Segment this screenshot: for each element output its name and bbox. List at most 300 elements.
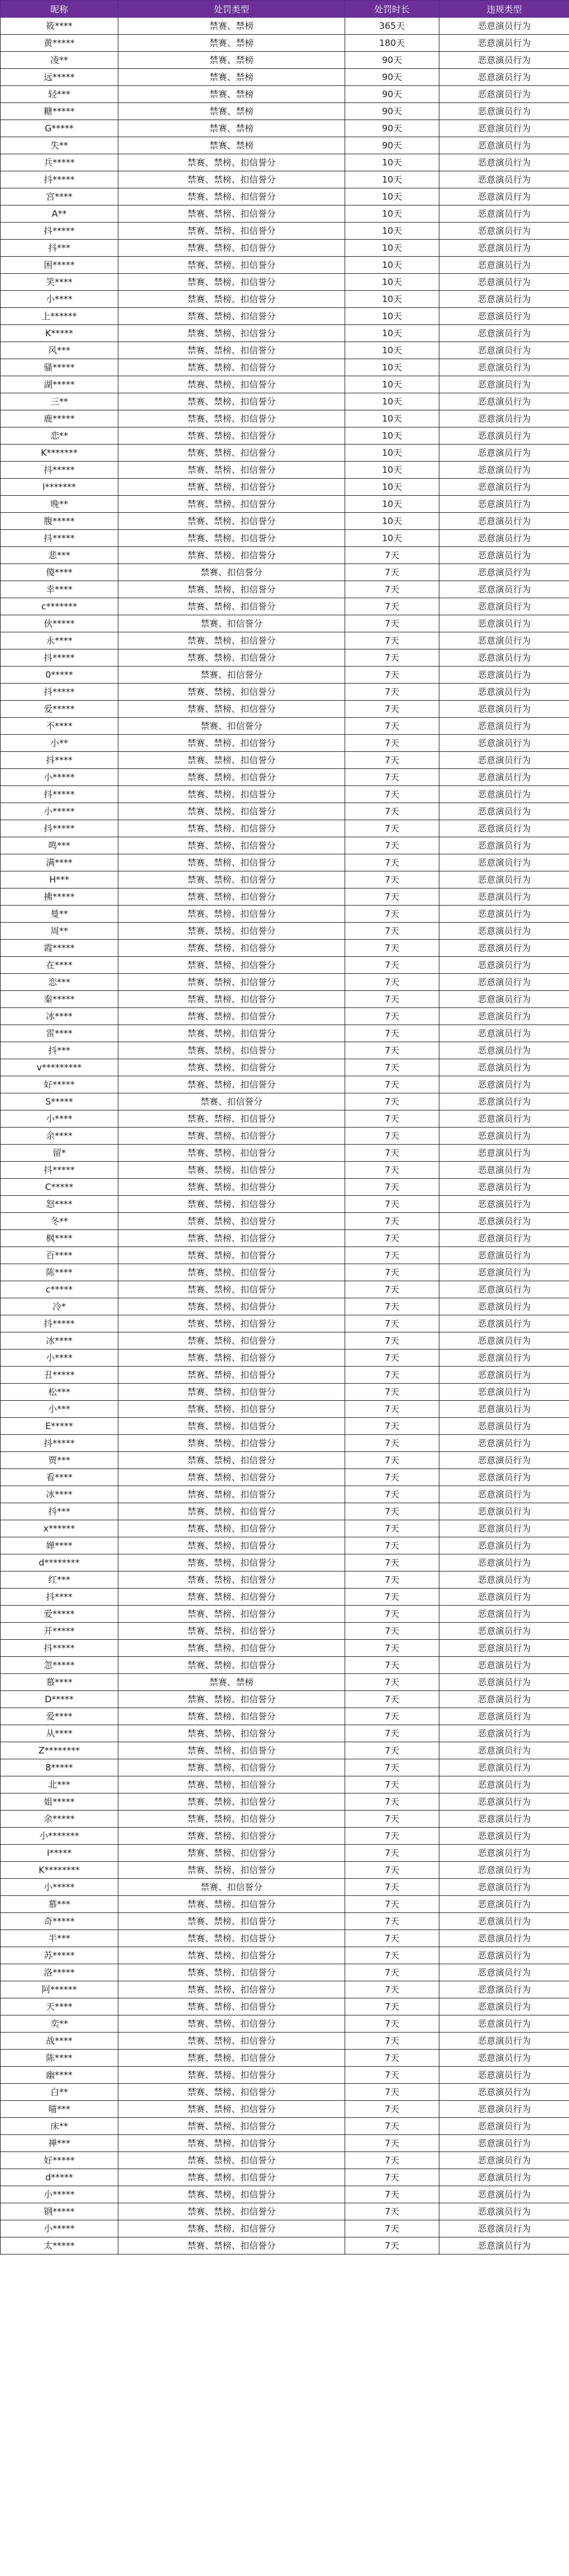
- nickname-cell: D*****: [1, 1691, 118, 1708]
- nickname-cell: 幽****: [1, 2067, 118, 2084]
- table-row: [1, 1503, 569, 1520]
- violation-type-cell: 恶意演员行为: [439, 35, 569, 52]
- penalty-type-cell: 禁赛、禁榜、扣信誉分: [118, 1520, 345, 1537]
- nickname-cell: 傻****: [1, 564, 118, 581]
- table-row: [1, 154, 569, 171]
- violation-type-cell: 恶意演员行为: [439, 1418, 569, 1435]
- violation-type-cell: 恶意演员行为: [439, 701, 569, 718]
- violation-type-cell: 恶意演员行为: [439, 564, 569, 581]
- penalty-type-cell: 禁赛、禁榜、扣信誉分: [118, 1350, 345, 1367]
- violation-type-cell: 恶意演员行为: [439, 1469, 569, 1486]
- penalty-duration-cell: 10天: [345, 359, 439, 376]
- penalty-type-cell: 禁赛、禁榜、扣信誉分: [118, 359, 345, 376]
- penalty-duration-cell: 7天: [345, 837, 439, 854]
- penalty-type-cell: 禁赛、禁榜、扣信誉分: [118, 940, 345, 957]
- violation-type-cell: 恶意演员行为: [439, 854, 569, 871]
- table-row: [1, 171, 569, 188]
- nickname-cell: 腹*****: [1, 513, 118, 530]
- table-row: [1, 991, 569, 1008]
- penalty-type-cell: 禁赛、禁榜、扣信誉分: [118, 1162, 345, 1179]
- penalty-type-cell: 禁赛、禁榜、扣信誉分: [118, 1811, 345, 1828]
- penalty-duration-cell: 7天: [345, 1162, 439, 1179]
- penalty-duration-cell: 10天: [345, 530, 439, 547]
- penalty-duration-cell: 7天: [345, 1981, 439, 1998]
- table-row: [1, 1128, 569, 1145]
- penalty-duration-cell: 7天: [345, 1657, 439, 1674]
- nickname-cell: 拂*****: [1, 888, 118, 906]
- penalty-duration-cell: 7天: [345, 2033, 439, 2050]
- violation-type-cell: 恶意演员行为: [439, 496, 569, 513]
- header-violation-type: 违规类型: [439, 1, 569, 18]
- penalty-type-cell: 禁赛、禁榜、扣信誉分: [118, 427, 345, 445]
- nickname-cell: 太*****: [1, 2237, 118, 2255]
- penalty-duration-cell: 7天: [345, 1145, 439, 1162]
- nickname-cell: 陈****: [1, 2050, 118, 2067]
- nickname-cell: 周**: [1, 923, 118, 940]
- penalty-type-cell: 禁赛、禁榜、扣信誉分: [118, 1708, 345, 1725]
- penalty-type-cell: 禁赛、禁榜、扣信誉分: [118, 547, 345, 564]
- penalty-duration-cell: 7天: [345, 1776, 439, 1793]
- penalty-type-cell: 禁赛、禁榜、扣信誉分: [118, 410, 345, 427]
- penalty-type-cell: 禁赛、禁榜、扣信誉分: [118, 2169, 345, 2186]
- penalty-duration-cell: 7天: [345, 2067, 439, 2084]
- penalty-type-cell: 禁赛、禁榜、扣信誉分: [118, 1042, 345, 1059]
- table-row: [1, 1640, 569, 1657]
- violation-type-cell: 恶意演员行为: [439, 479, 569, 496]
- penalty-duration-cell: 7天: [345, 1401, 439, 1418]
- table-row: [1, 1964, 569, 1981]
- violation-type-cell: 恶意演员行为: [439, 991, 569, 1008]
- violation-type-cell: 恶意演员行为: [439, 205, 569, 223]
- nickname-cell: 慕***: [1, 1896, 118, 1913]
- violation-type-cell: 恶意演员行为: [439, 1503, 569, 1520]
- table-row: [1, 1589, 569, 1606]
- violation-type-cell: 恶意演员行为: [439, 1657, 569, 1674]
- penalty-type-cell: 禁赛、禁榜、扣信誉分: [118, 1435, 345, 1452]
- penalty-duration-cell: 7天: [345, 1845, 439, 1862]
- penalty-duration-cell: 7天: [345, 2135, 439, 2152]
- table-row: [1, 274, 569, 291]
- nickname-cell: 半***: [1, 1930, 118, 1947]
- penalty-type-cell: 禁赛、禁榜: [118, 103, 345, 120]
- violation-type-cell: 恶意演员行为: [439, 427, 569, 445]
- penalty-type-cell: 禁赛、禁榜、扣信誉分: [118, 2050, 345, 2067]
- nickname-cell: 抖*****: [1, 223, 118, 240]
- penalty-type-cell: 禁赛、禁榜、扣信誉分: [118, 1930, 345, 1947]
- penalty-duration-cell: 7天: [345, 871, 439, 888]
- penalty-duration-cell: 7天: [345, 1367, 439, 1384]
- nickname-cell: 禅***: [1, 2135, 118, 2152]
- nickname-cell: 黄*****: [1, 35, 118, 52]
- nickname-cell: 抖***: [1, 240, 118, 257]
- penalty-type-cell: 禁赛、禁榜、扣信誉分: [118, 445, 345, 462]
- penalty-type-cell: 禁赛、禁榜、扣信誉分: [118, 1384, 345, 1401]
- table-row: [1, 1725, 569, 1742]
- table-row: [1, 359, 569, 376]
- table-row: [1, 1862, 569, 1879]
- nickname-cell: 爱****: [1, 1708, 118, 1725]
- penalty-duration-cell: 7天: [345, 1793, 439, 1811]
- table-row: [1, 1998, 569, 2015]
- table-row: [1, 1828, 569, 1845]
- penalty-type-cell: 禁赛、禁榜、扣信誉分: [118, 1076, 345, 1093]
- violation-type-cell: 恶意演员行为: [439, 1315, 569, 1332]
- penalty-type-cell: 禁赛、扣信誉分: [118, 564, 345, 581]
- table-row: [1, 308, 569, 325]
- violation-type-cell: 恶意演员行为: [439, 1367, 569, 1384]
- penalty-type-cell: 禁赛、禁榜、扣信誉分: [118, 957, 345, 974]
- violation-type-cell: 恶意演员行为: [439, 137, 569, 154]
- table-row: [1, 1059, 569, 1076]
- penalty-type-cell: 禁赛、禁榜、扣信誉分: [118, 803, 345, 820]
- penalty-type-cell: 禁赛、禁榜、扣信誉分: [118, 1845, 345, 1862]
- penalty-duration-cell: 7天: [345, 1298, 439, 1315]
- table-row: [1, 2152, 569, 2169]
- penalty-duration-cell: 7天: [345, 2101, 439, 2118]
- penalty-type-cell: 禁赛、禁榜: [118, 120, 345, 137]
- penalty-type-cell: 禁赛、扣信誉分: [118, 718, 345, 735]
- penalty-type-cell: 禁赛、禁榜、扣信誉分: [118, 291, 345, 308]
- violation-type-cell: 恶意演员行为: [439, 274, 569, 291]
- nickname-cell: 抖****: [1, 1589, 118, 1606]
- violation-type-cell: 恶意演员行为: [439, 445, 569, 462]
- penalty-duration-cell: 10天: [345, 376, 439, 393]
- penalty-type-cell: 禁赛、禁榜、扣信誉分: [118, 786, 345, 803]
- penalty-duration-cell: 10天: [345, 223, 439, 240]
- penalty-duration-cell: 7天: [345, 1110, 439, 1128]
- nickname-cell: C*****: [1, 1179, 118, 1196]
- penalty-type-cell: 禁赛、禁榜、扣信誉分: [118, 1281, 345, 1298]
- penalty-duration-cell: 7天: [345, 974, 439, 991]
- penalty-type-cell: 禁赛、禁榜、扣信誉分: [118, 1640, 345, 1657]
- violation-type-cell: 恶意演员行为: [439, 1247, 569, 1264]
- penalty-duration-cell: 10天: [345, 462, 439, 479]
- table-row: [1, 957, 569, 974]
- penalty-duration-cell: 7天: [345, 667, 439, 684]
- penalty-duration-cell: 7天: [345, 2220, 439, 2237]
- table-row: [1, 1776, 569, 1793]
- nickname-cell: Z********: [1, 1742, 118, 1759]
- violation-type-cell: 恶意演员行为: [439, 1811, 569, 1828]
- penalty-duration-cell: 7天: [345, 1896, 439, 1913]
- penalty-type-cell: 禁赛、禁榜、扣信誉分: [118, 1503, 345, 1520]
- table-row: [1, 1367, 569, 1384]
- penalty-duration-cell: 90天: [345, 86, 439, 103]
- penalty-type-cell: 禁赛、禁榜、扣信誉分: [118, 2135, 345, 2152]
- violation-type-cell: 恶意演员行为: [439, 1606, 569, 1623]
- penalty-type-cell: 禁赛、禁榜、扣信誉分: [118, 1452, 345, 1469]
- penalty-duration-cell: 180天: [345, 35, 439, 52]
- nickname-cell: 好*****: [1, 2152, 118, 2169]
- table-row: [1, 1162, 569, 1179]
- penalty-type-cell: 禁赛、禁榜、扣信誉分: [118, 752, 345, 769]
- penalty-duration-cell: 7天: [345, 1059, 439, 1076]
- penalty-duration-cell: 7天: [345, 615, 439, 632]
- penalty-type-cell: 禁赛、禁榜、扣信誉分: [118, 1179, 345, 1196]
- nickname-cell: 看****: [1, 1469, 118, 1486]
- table-row: [1, 1554, 569, 1572]
- penalty-type-cell: 禁赛、禁榜: [118, 86, 345, 103]
- table-row: [1, 1076, 569, 1093]
- penalty-duration-cell: 7天: [345, 2203, 439, 2220]
- penalty-duration-cell: 7天: [345, 1862, 439, 1879]
- violation-type-cell: 恶意演员行为: [439, 598, 569, 615]
- penalty-duration-cell: 10天: [345, 427, 439, 445]
- violation-type-cell: 恶意演员行为: [439, 735, 569, 752]
- table-row: [1, 410, 569, 427]
- penalty-duration-cell: 10天: [345, 496, 439, 513]
- table-row: [1, 1947, 569, 1964]
- penalty-duration-cell: 7天: [345, 632, 439, 649]
- penalty-duration-cell: 7天: [345, 1913, 439, 1930]
- nickname-cell: 抖*****: [1, 1640, 118, 1657]
- violation-type-cell: 恶意演员行为: [439, 1589, 569, 1606]
- penalty-type-cell: 禁赛、禁榜、扣信誉分: [118, 496, 345, 513]
- table-row: [1, 820, 569, 837]
- penalty-type-cell: 禁赛、禁榜、扣信誉分: [118, 205, 345, 223]
- penalty-type-cell: 禁赛、禁榜、扣信誉分: [118, 2067, 345, 2084]
- penalty-duration-cell: 7天: [345, 598, 439, 615]
- nickname-cell: 风***: [1, 342, 118, 359]
- violation-type-cell: 恶意演员行为: [439, 837, 569, 854]
- penalty-type-cell: 禁赛、禁榜、扣信誉分: [118, 1537, 345, 1554]
- nickname-cell: 慕****: [1, 1674, 118, 1691]
- penalty-type-cell: 禁赛、禁榜、扣信誉分: [118, 1759, 345, 1776]
- table-row: [1, 940, 569, 957]
- penalty-type-cell: 禁赛、禁榜、扣信誉分: [118, 257, 345, 274]
- nickname-cell: 松***: [1, 1384, 118, 1401]
- violation-type-cell: 恶意演员行为: [439, 376, 569, 393]
- violation-type-cell: 恶意演员行为: [439, 1828, 569, 1845]
- nickname-cell: 雷****: [1, 1025, 118, 1042]
- penalty-duration-cell: 7天: [345, 701, 439, 718]
- violation-type-cell: 恶意演员行为: [439, 325, 569, 342]
- violation-type-cell: 恶意演员行为: [439, 1623, 569, 1640]
- table-row: [1, 598, 569, 615]
- penalty-duration-cell: 7天: [345, 718, 439, 735]
- penalty-type-cell: 禁赛、禁榜、扣信誉分: [118, 1691, 345, 1708]
- table-row: [1, 137, 569, 154]
- table-row: [1, 1657, 569, 1674]
- table-row: [1, 974, 569, 991]
- nickname-cell: 钢*****: [1, 2203, 118, 2220]
- nickname-cell: 阿******: [1, 1981, 118, 1998]
- table-row: [1, 1896, 569, 1913]
- penalty-duration-cell: 10天: [345, 205, 439, 223]
- nickname-cell: 晚**: [1, 496, 118, 513]
- penalty-type-cell: 禁赛、禁榜、扣信誉分: [118, 1776, 345, 1793]
- violation-type-cell: 恶意演员行为: [439, 547, 569, 564]
- nickname-cell: 宫****: [1, 188, 118, 205]
- penalty-duration-cell: 10天: [345, 257, 439, 274]
- table-row: [1, 1486, 569, 1503]
- penalty-type-cell: 禁赛、禁榜、扣信誉分: [118, 1862, 345, 1879]
- table-row: [1, 1213, 569, 1230]
- table-row: [1, 2015, 569, 2033]
- table-row: [1, 701, 569, 718]
- violation-type-cell: 恶意演员行为: [439, 1554, 569, 1572]
- violation-type-cell: 恶意演员行为: [439, 1793, 569, 1811]
- table-row: [1, 1623, 569, 1640]
- penalty-type-cell: 禁赛、禁榜、扣信誉分: [118, 188, 345, 205]
- nickname-cell: 笑****: [1, 274, 118, 291]
- violation-type-cell: 恶意演员行为: [439, 2067, 569, 2084]
- nickname-cell: 小*****: [1, 803, 118, 820]
- table-row: [1, 325, 569, 342]
- penalty-type-cell: 禁赛、禁榜、扣信誉分: [118, 1298, 345, 1315]
- table-row: [1, 513, 569, 530]
- penalty-duration-cell: 7天: [345, 854, 439, 871]
- nickname-cell: 开*****: [1, 1623, 118, 1640]
- penalty-type-cell: 禁赛、禁榜、扣信誉分: [118, 1315, 345, 1332]
- violation-type-cell: 恶意演员行为: [439, 257, 569, 274]
- nickname-cell: c*******: [1, 598, 118, 615]
- penalty-duration-cell: 7天: [345, 1537, 439, 1554]
- violation-type-cell: 恶意演员行为: [439, 1093, 569, 1110]
- table-row: [1, 530, 569, 547]
- penalty-type-cell: 禁赛、禁榜、扣信誉分: [118, 1128, 345, 1145]
- penalty-duration-cell: 7天: [345, 564, 439, 581]
- nickname-cell: 轻***: [1, 86, 118, 103]
- table-row: [1, 35, 569, 52]
- penalty-duration-cell: 10天: [345, 171, 439, 188]
- penalty-duration-cell: 7天: [345, 2084, 439, 2101]
- penalty-type-cell: 禁赛、禁榜: [118, 69, 345, 86]
- penalty-type-cell: 禁赛、禁榜、扣信誉分: [118, 923, 345, 940]
- penalty-duration-cell: 7天: [345, 1196, 439, 1213]
- table-row: [1, 205, 569, 223]
- violation-type-cell: 恶意演员行为: [439, 803, 569, 820]
- penalty-type-cell: 禁赛、禁榜、扣信誉分: [118, 2203, 345, 2220]
- violation-type-cell: 恶意演员行为: [439, 1025, 569, 1042]
- penalty-type-cell: 禁赛、禁榜、扣信誉分: [118, 223, 345, 240]
- violation-type-cell: 恶意演员行为: [439, 1520, 569, 1537]
- nickname-cell: 小*****: [1, 769, 118, 786]
- table-row: [1, 1145, 569, 1162]
- penalty-duration-cell: 7天: [345, 581, 439, 598]
- violation-type-cell: 恶意演员行为: [439, 1298, 569, 1315]
- penalty-type-cell: 禁赛、禁榜、扣信誉分: [118, 1418, 345, 1435]
- table-row: [1, 1281, 569, 1298]
- penalty-type-cell: 禁赛、禁榜、扣信誉分: [118, 325, 345, 342]
- table-row: [1, 257, 569, 274]
- table-row: [1, 1981, 569, 1998]
- penalty-type-cell: 禁赛、禁榜、扣信誉分: [118, 154, 345, 171]
- table-row: [1, 2033, 569, 2050]
- nickname-cell: 床**: [1, 2118, 118, 2135]
- penalty-type-cell: 禁赛、禁榜、扣信誉分: [118, 769, 345, 786]
- nickname-cell: 余****: [1, 1128, 118, 1145]
- nickname-cell: d*****: [1, 2169, 118, 2186]
- violation-type-cell: 恶意演员行为: [439, 752, 569, 769]
- violation-type-cell: 恶意演员行为: [439, 1572, 569, 1589]
- penalty-duration-cell: 90天: [345, 52, 439, 69]
- penalty-type-cell: 禁赛、禁榜、扣信誉分: [118, 1367, 345, 1384]
- table-row: [1, 1572, 569, 1589]
- table-row: [1, 649, 569, 667]
- penalty-duration-cell: 7天: [345, 1879, 439, 1896]
- nickname-cell: 兵*****: [1, 154, 118, 171]
- violation-type-cell: 恶意演员行为: [439, 171, 569, 188]
- violation-type-cell: 恶意演员行为: [439, 120, 569, 137]
- table-row: [1, 120, 569, 137]
- nickname-cell: 恋**: [1, 427, 118, 445]
- header-row: [1, 1, 569, 18]
- nickname-cell: 0*****: [1, 667, 118, 684]
- table-row: [1, 2050, 569, 2067]
- penalty-duration-cell: 10天: [345, 513, 439, 530]
- table-row: [1, 667, 569, 684]
- table-row: [1, 1435, 569, 1452]
- penalty-duration-cell: 7天: [345, 2169, 439, 2186]
- penalty-duration-cell: 90天: [345, 69, 439, 86]
- nickname-cell: 抖*****: [1, 462, 118, 479]
- table-row: [1, 1332, 569, 1350]
- penalty-type-cell: 禁赛、禁榜、扣信誉分: [118, 684, 345, 701]
- nickname-cell: 秦*****: [1, 991, 118, 1008]
- violation-type-cell: 恶意演员行为: [439, 223, 569, 240]
- penalty-duration-cell: 7天: [345, 649, 439, 667]
- violation-type-cell: 恶意演员行为: [439, 1384, 569, 1401]
- violation-type-cell: 恶意演员行为: [439, 1401, 569, 1418]
- penalty-duration-cell: 7天: [345, 1213, 439, 1230]
- violation-type-cell: 恶意演员行为: [439, 940, 569, 957]
- violation-type-cell: 恶意演员行为: [439, 1196, 569, 1213]
- table-row: [1, 1845, 569, 1862]
- violation-type-cell: 恶意演员行为: [439, 1947, 569, 1964]
- penalty-type-cell: 禁赛、禁榜、扣信誉分: [118, 1469, 345, 1486]
- table-row: [1, 1230, 569, 1247]
- violation-type-cell: 恶意演员行为: [439, 923, 569, 940]
- violation-type-cell: 恶意演员行为: [439, 1059, 569, 1076]
- table-row: [1, 1179, 569, 1196]
- nickname-cell: l*******: [1, 479, 118, 496]
- penalty-duration-cell: 7天: [345, 1025, 439, 1042]
- penalty-duration-cell: 10天: [345, 479, 439, 496]
- penalty-type-cell: 禁赛、禁榜、扣信誉分: [118, 393, 345, 410]
- nickname-cell: 恋***: [1, 974, 118, 991]
- violation-type-cell: 恶意演员行为: [439, 86, 569, 103]
- penalty-duration-cell: 7天: [345, 2015, 439, 2033]
- nickname-cell: 婵****: [1, 1537, 118, 1554]
- header-penalty-type: 处罚类型: [118, 1, 345, 18]
- penalty-duration-cell: 7天: [345, 1128, 439, 1145]
- penalty-duration-cell: 7天: [345, 1623, 439, 1640]
- penalty-duration-cell: 7天: [345, 752, 439, 769]
- penalty-type-cell: 禁赛、禁榜、扣信誉分: [118, 462, 345, 479]
- violation-type-cell: 恶意演员行为: [439, 2169, 569, 2186]
- violation-type-cell: 恶意演员行为: [439, 1162, 569, 1179]
- penalty-type-cell: 禁赛、禁榜: [118, 1674, 345, 1691]
- violation-type-cell: 恶意演员行为: [439, 2084, 569, 2101]
- violation-type-cell: 恶意演员行为: [439, 1742, 569, 1759]
- penalty-duration-cell: 7天: [345, 547, 439, 564]
- nickname-cell: c*****: [1, 1281, 118, 1298]
- penalty-duration-cell: 7天: [345, 1674, 439, 1691]
- penalty-type-cell: 禁赛、禁榜、扣信誉分: [118, 2101, 345, 2118]
- penalty-duration-cell: 90天: [345, 103, 439, 120]
- nickname-cell: 小***: [1, 1401, 118, 1418]
- nickname-cell: 凌**: [1, 52, 118, 69]
- table-row: [1, 547, 569, 564]
- violation-type-cell: 恶意演员行为: [439, 1998, 569, 2015]
- nickname-cell: d********: [1, 1554, 118, 1572]
- penalty-duration-cell: 10天: [345, 240, 439, 257]
- violation-type-cell: 恶意演员行为: [439, 871, 569, 888]
- nickname-cell: 抖*****: [1, 1435, 118, 1452]
- penalty-duration-cell: 90天: [345, 120, 439, 137]
- penalty-duration-cell: 7天: [345, 2237, 439, 2255]
